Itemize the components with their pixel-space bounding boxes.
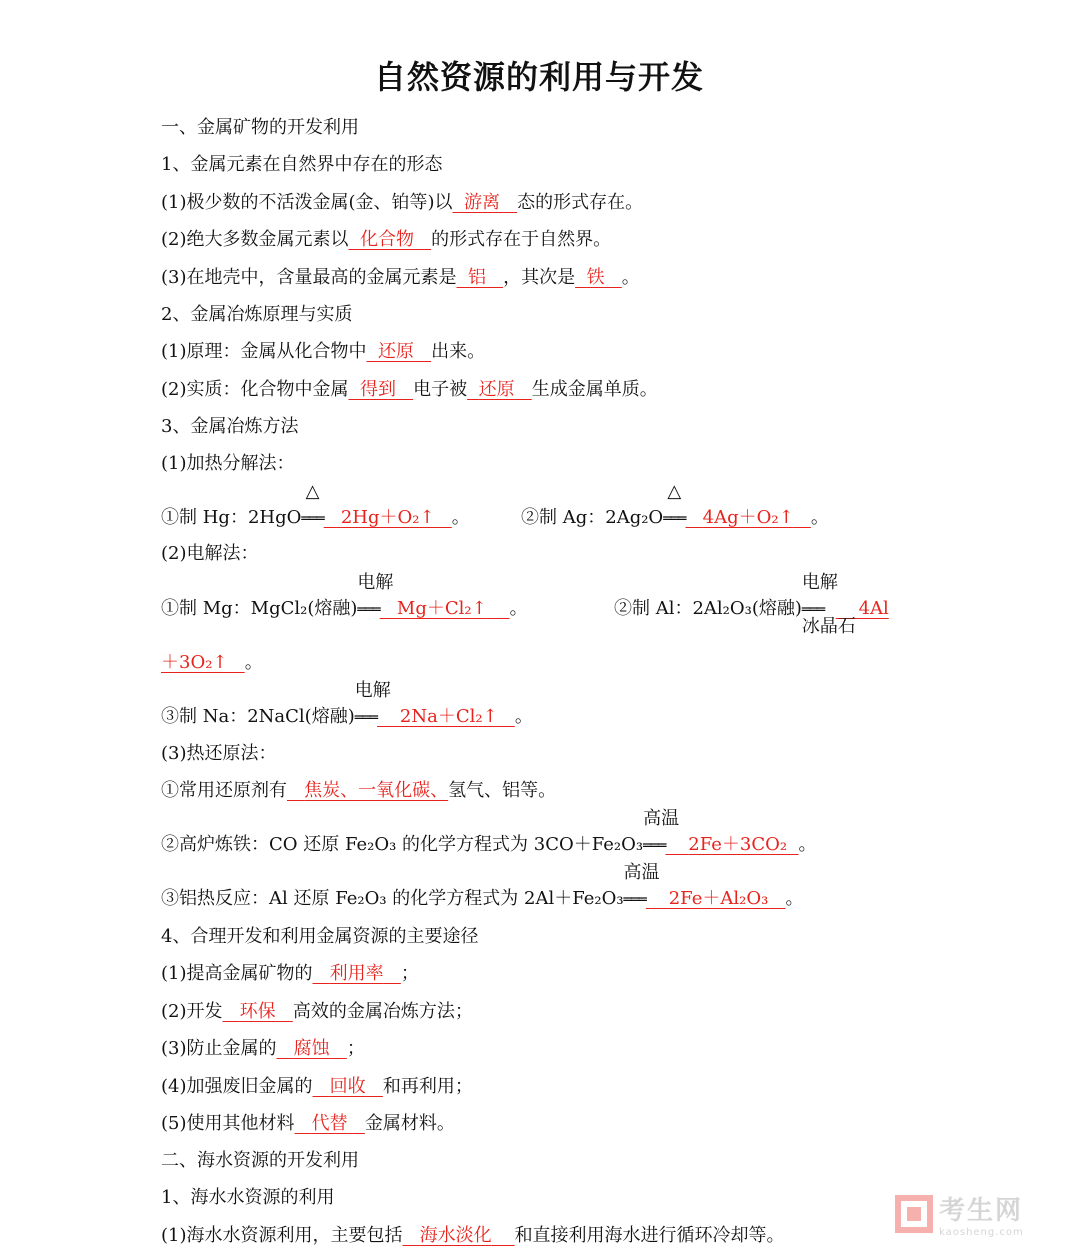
answer-blank: 回收 — [329, 1076, 366, 1097]
answer-blank: 游离 — [464, 192, 500, 213]
watermark-logo — [895, 1190, 1024, 1238]
method-heading: (1)加热分解法： — [161, 453, 295, 474]
logo-icon — [895, 1195, 933, 1233]
logo-domain: kaosheng.com — [939, 1227, 1024, 1238]
answer-blank: 2Fe＋Al₂O₃ — [668, 888, 769, 909]
equation-line: ②高炉炼铁：CO 还原 Fe₂O₃ 的化学方程式为 3CO＋Fe₂O₃ 高温 ═══ 2Fe＋3CO₂ 。 — [161, 833, 817, 858]
subsection-heading: 1、海水水资源的利用 — [161, 1187, 335, 1208]
text-line: (1)极少数的不活泼金属(金、铂等)以 游离 态的形式存在。 — [161, 192, 644, 213]
text-line: (5)使用其他材料 代替 金属材料。 — [161, 1113, 455, 1134]
answer-blank: 化合物 — [359, 229, 414, 250]
method-heading: (3)热还原法： — [161, 743, 277, 764]
answer-blank: 利用率 — [329, 963, 384, 984]
answer-blank: 环保 — [239, 1001, 276, 1022]
reaction-arrow: △ ═══ — [301, 481, 324, 527]
text-line: (1)原理：金属从化合物中 还原 出来。 — [161, 341, 486, 362]
answer-blank: 铝 — [467, 267, 486, 288]
answer-blank: 4Ag＋O₂↑ — [702, 507, 794, 528]
subsection-heading: 3、金属冶炼方法 — [161, 416, 299, 437]
answer-blank: 得到 — [359, 379, 396, 400]
method-heading: (2)电解法： — [161, 543, 259, 564]
reaction-arrow: 高温 ═══ — [643, 808, 680, 854]
answer-blank: ＋3O₂↑ — [161, 652, 228, 673]
text-line: (2)开发 环保 高效的金属冶炼方法； — [161, 1001, 473, 1022]
answer-blank: Mg＋Cl₂↑ — [396, 598, 487, 619]
reaction-arrow: 电解 ═══ — [354, 680, 391, 726]
subsection-heading: 2、金属冶炼原理与实质 — [161, 304, 353, 325]
reaction-arrow: △ ═══ — [663, 481, 686, 527]
equation-line: ①制 Hg：2HgO △ ═══ 2Hg＋O₂↑ 。 — [161, 506, 470, 531]
equation-line: ③制 Na：2NaCl(熔融) 电解 ═══ 2Na＋Cl₂↑ 。 — [161, 705, 533, 730]
reaction-arrow: 电解 ═══ — [357, 572, 394, 618]
answer-blank: 铁 — [586, 267, 605, 288]
answer-blank: 焦炭、一氧化碳、 — [304, 780, 449, 801]
logo-name: 考生网 — [939, 1196, 1024, 1226]
text-line: (2)实质：化合物中金属 得到 电子被 还原 生成金属单质。 — [161, 379, 658, 400]
answer-blank: 还原 — [377, 341, 414, 362]
subsection-heading: 4、合理开发和利用金属资源的主要途径 — [161, 926, 479, 947]
equation-line: ②制 Al：2Al₂O₃(熔融) 电解 ═══ 冰晶石 4Al — [614, 572, 889, 637]
page-title: 自然资源的利用与开发 — [373, 58, 704, 96]
section-heading-1: 一、金属矿物的开发利用 — [161, 117, 359, 138]
text-line: (4)加强废旧金属的 回收 和再利用； — [161, 1076, 473, 1097]
answer-blank: 代替 — [311, 1113, 348, 1134]
text-line: (3)在地壳中，含量最高的金属元素是 铝 ，其次是 铁 。 — [161, 267, 640, 288]
answer-blank: 海水淡化 — [419, 1225, 492, 1246]
equation-line: ①制 Mg：MgCl₂(熔融) 电解 ═══ Mg＋Cl₂↑ 。 — [161, 597, 528, 622]
text-line: ①常用还原剂有 焦炭、一氧化碳、氢气、铝等。 — [161, 780, 557, 801]
text-line: (1)提高金属矿物的 利用率 ； — [161, 963, 419, 984]
answer-blank: 4Al — [858, 598, 889, 619]
text-line: (2)绝大多数金属元素以 化合物 的形式存在于自然界。 — [161, 229, 612, 250]
answer-blank: 2Na＋Cl₂↑ — [399, 706, 498, 727]
reaction-arrow: 电解 ═══ 冰晶石 — [801, 572, 856, 637]
section-heading-2: 二、海水资源的开发利用 — [161, 1150, 359, 1171]
subsection-heading: 1、金属元素在自然界中存在的形态 — [161, 154, 443, 175]
answer-blank: 2Hg＋O₂↑ — [340, 507, 435, 528]
text-line: (1)海水水资源利用，主要包括 海水淡化 和直接利用海水进行循环冷却等。 — [161, 1225, 785, 1246]
answer-blank: 腐蚀 — [293, 1038, 330, 1059]
equation-line: ③铝热反应：Al 还原 Fe₂O₃ 的化学方程式为 2Al＋Fe₂O₃ 高温 ═══ 2Fe＋Al₂O₃ 。 — [161, 887, 803, 912]
reaction-arrow: 高温 ═══ — [623, 862, 660, 908]
text-line: (3)防止金属的 腐蚀 ； — [161, 1038, 365, 1059]
equation-line: ②制 Ag：2Ag₂O △ ═══ 4Ag＋O₂↑ 。 — [521, 506, 829, 531]
equation-line: ＋3O₂↑ 。 — [161, 652, 263, 673]
answer-blank: 还原 — [478, 379, 515, 400]
answer-blank: 2Fe＋3CO₂ — [688, 834, 788, 855]
